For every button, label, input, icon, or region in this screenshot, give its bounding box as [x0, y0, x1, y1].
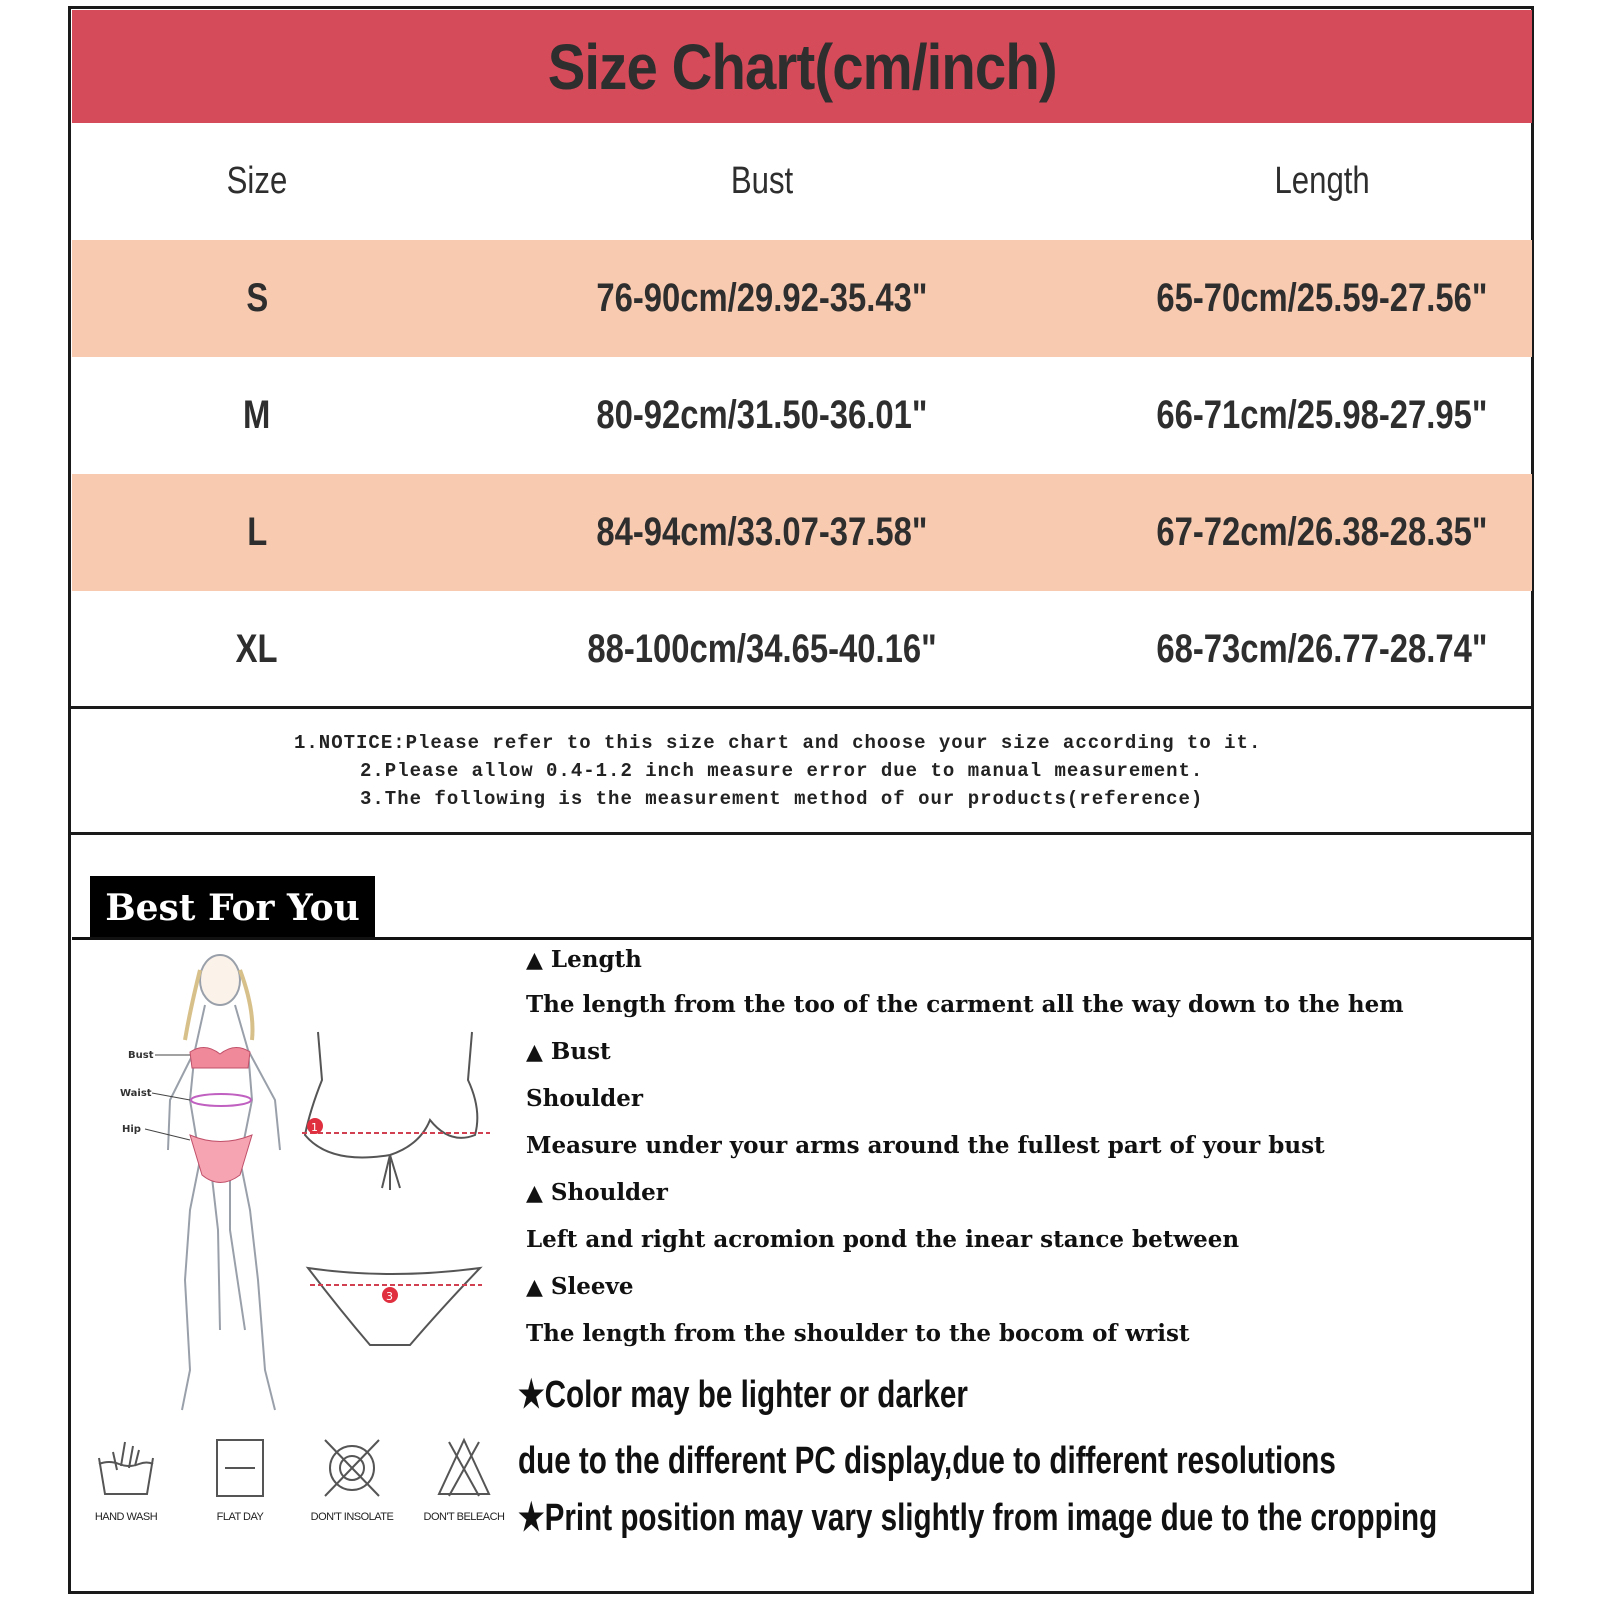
length-cell: 68-73cm/26.77-28.74" [1156, 627, 1488, 671]
bust-title: ▲ Bust [526, 1038, 611, 1065]
bust-text: Measure under your arms around the fullest part of your bust [526, 1132, 1325, 1159]
title-banner [72, 10, 1532, 123]
length-cell: 65-70cm/25.59-27.56" [1156, 276, 1488, 320]
header-length: Length [1274, 160, 1370, 202]
triangle-icon: ▲ [526, 947, 543, 973]
bikini-on-figure [190, 1047, 252, 1182]
bust-cell: 80-92cm/31.50-36.01" [596, 393, 928, 437]
shoulder-text: Left and right acromion pond the inear stance between [526, 1226, 1240, 1253]
length-title: ▲ Length [526, 946, 642, 973]
length-text: The length from the too of the carment all the way down to the hem [526, 991, 1404, 1018]
size-cell: S [246, 276, 268, 320]
sleeve-title: ▲ Sleeve [526, 1273, 634, 1300]
print-note: ★Print position may vary slightly from image due to the cropping [518, 1497, 1438, 1539]
sleeve-text: The length from the shoulder to the bocom of wrist [526, 1320, 1190, 1347]
bust-cell: 88-100cm/34.65-40.16" [587, 627, 937, 671]
table-header-row [72, 123, 1532, 240]
care-item [302, 1436, 402, 1523]
hip-label: Hip [122, 1124, 141, 1135]
best-for-you-label: Best For You [105, 886, 360, 929]
best-for-you-tab [90, 876, 375, 939]
flat-dry-icon [205, 1436, 275, 1500]
body-measure-labels [120, 1050, 190, 1140]
table-row [72, 240, 1532, 357]
page-title: Size Chart(cm/inch) [547, 30, 1057, 103]
triangle-icon: ▲ [526, 1180, 543, 1206]
table-row [72, 591, 1532, 708]
dont-insolate-icon [317, 1436, 387, 1500]
marker-3: 3 [386, 1290, 393, 1303]
measurement-illustration [90, 950, 510, 1420]
color-note-line2: due to the different PC display,due to different resolutions [518, 1440, 1336, 1482]
notice-line: 2.Please allow 0.4-1.2 inch measure error due to manual measurement. [360, 760, 1204, 782]
length-cell: 66-71cm/25.98-27.95" [1156, 393, 1488, 437]
care-label: DON'T BELEACH [423, 1511, 505, 1523]
color-note-line1: ★Color may be lighter or darker [518, 1374, 968, 1416]
notice-line: 1.NOTICE:Please refer to this size chart and choose your size according to it. [294, 732, 1262, 754]
divider [72, 937, 1532, 940]
care-item [76, 1436, 176, 1523]
hand-wash-icon [91, 1436, 161, 1500]
divider [68, 832, 1534, 835]
bust-cell: 76-90cm/29.92-35.43" [596, 276, 928, 320]
divider [68, 706, 1534, 709]
shoulder-title: ▲ Shoulder [526, 1179, 668, 1206]
header-size: Size [226, 160, 288, 202]
marker-1: 1 [311, 1121, 318, 1134]
care-label: DON'T INSOLATE [310, 1511, 394, 1523]
notice-block [72, 712, 1532, 832]
notice-line: 3.The following is the measurement method of our products(reference) [360, 788, 1204, 810]
size-cell: L [246, 510, 268, 554]
bikini-top-diagram [302, 1032, 490, 1190]
bikini-bottom-diagram [308, 1268, 482, 1345]
length-cell: 67-72cm/26.38-28.35" [1156, 510, 1488, 554]
header-bust: Bust [730, 160, 794, 202]
table-row [72, 357, 1532, 474]
care-item [190, 1436, 290, 1523]
table-row [72, 474, 1532, 591]
triangle-icon: ▲ [526, 1274, 543, 1300]
size-cell: XL [236, 627, 278, 671]
bust-label: Bust [128, 1050, 154, 1061]
care-label: FLAT DAY [216, 1511, 264, 1523]
waist-label: Waist [120, 1088, 152, 1099]
care-label: HAND WASH [94, 1511, 158, 1523]
care-item [414, 1436, 514, 1523]
triangle-icon: ▲ [526, 1039, 543, 1065]
bust-cell: 84-94cm/33.07-37.58" [596, 510, 928, 554]
dont-bleach-icon [429, 1436, 499, 1500]
bust-subtitle: Shoulder [526, 1085, 643, 1112]
size-cell: M [243, 393, 271, 437]
